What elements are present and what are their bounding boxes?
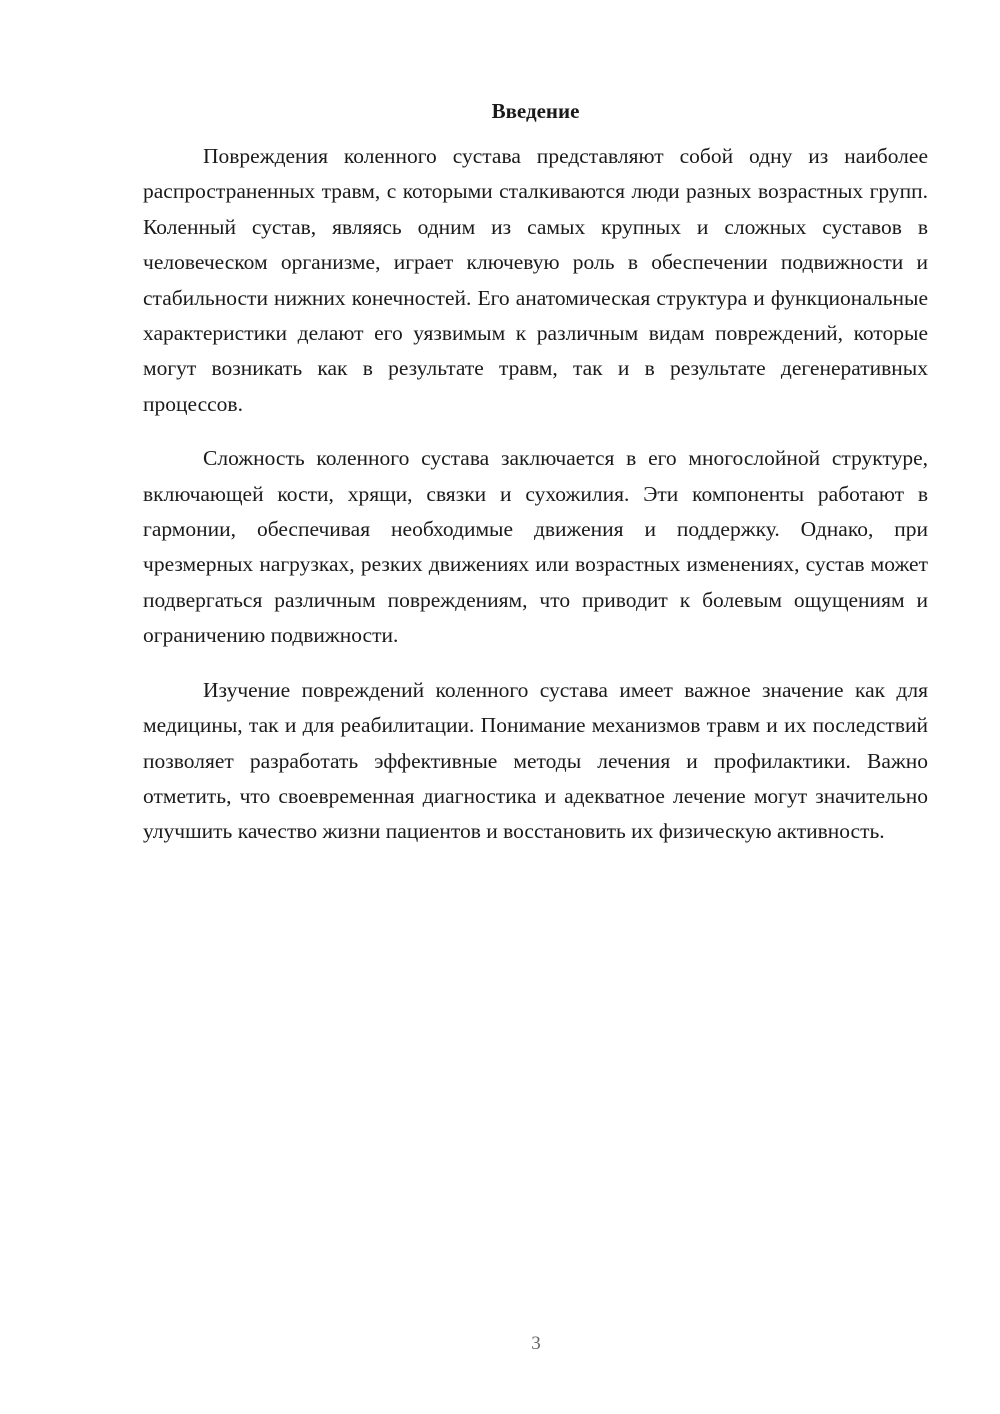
paragraph-3: Изучение повреждений коленного сустава имеет важное значение как для медицины, так и для реабилитации. Понимание механизмов травм и их последствий позволяет разработать эффективные методы лечения и профилактики. Важно отметить, что своевременная диагностика и адекватное лечение могут значительно улучшить качество жизни пациентов и восстановить их физическую активность. bbox=[143, 677, 928, 844]
paragraph-2: Сложность коленного сустава заключается в его многослойной структуре, включающей кости, хрящи, связки и сухожилия. Эти компоненты работают в гармонии, обеспечивая необходимые движения и поддержку. Однако, при чрезмерных нагрузках, резких движениях или возрастных изменениях, сустав может подвергаться различным повреждениям, что приводит к болевым ощущениям и ограничению подвижности. bbox=[143, 446, 928, 648]
paragraph-1: Повреждения коленного сустава представляют собой одну из наиболее распространенных травм, с которыми сталкиваются люди разных возрастных групп. Коленный сустав, являясь одним из самых крупных и сложных суставов в человеческом организме, играет ключевую роль в обеспечении подвижности и стабильности нижних конечностей. Его анатомическая структура и функциональные характеристики делают его уязвимым к различным видам повреждений, которые могут возникать как в результате травм, так и в результате дегенеративных процессов. bbox=[143, 144, 928, 416]
section-heading: Введение bbox=[491, 99, 580, 123]
document-body bbox=[143, 96, 928, 869]
page-number: 3 bbox=[531, 1333, 541, 1354]
